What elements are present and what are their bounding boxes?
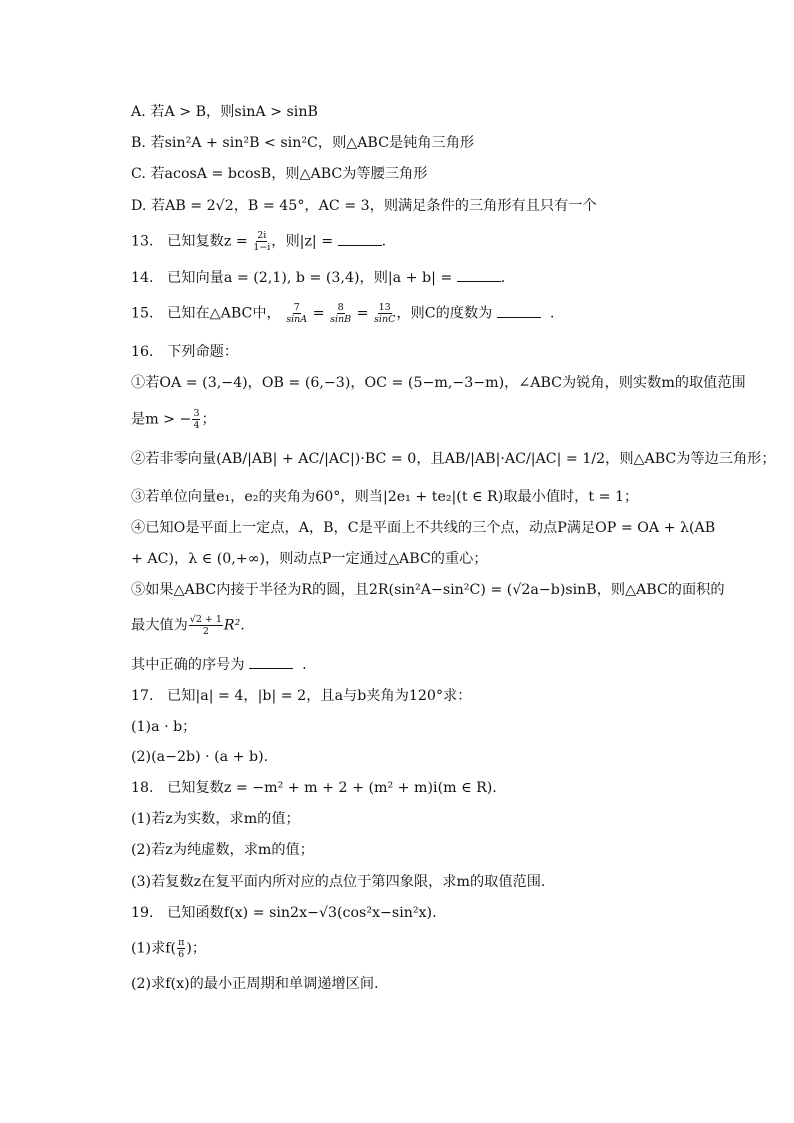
fraction: $\frac{3}{4}$	[193, 408, 200, 431]
q18-part-3: (3)若复数z在复平面内所对应的点位于第四象限，求m的取值范围.	[131, 874, 546, 890]
answer-blank[interactable]	[249, 654, 293, 669]
fraction: $\frac{8}{\sin B}$	[330, 302, 352, 325]
fraction: $\frac{2i}{1-i}$	[253, 230, 271, 253]
fraction: $\frac{13}{\sin C}$	[374, 302, 396, 325]
q19-part-1: (1)求f( $\frac{\pi}{6}$ )；	[131, 937, 207, 960]
q16-proposition-5-line1: ⑤如果△ABC内接于半径为R的圆，且2R(sin²A−sin²C) = (√2a−b)sinB，则△ABC的面积的	[131, 582, 725, 598]
question-text: 已知复数z = −m² + m + 2 + (m² + m)i(m ∈ R).	[167, 780, 497, 796]
question-number: 16.	[131, 344, 154, 360]
question-text: ，则C的度数为	[396, 305, 493, 322]
period: .	[500, 270, 506, 286]
q16-proposition-4-line2: + AC)，λ ∈ (0,+∞)，则动点P一定通过△ABC的重心；	[131, 551, 488, 567]
question-19	[131, 903, 437, 923]
q16-proposition-2: ②若非零向量(AB/|AB| + AC/|AC|)·BC = 0，且AB/|AB|·AC/|AC| = 1/2，则△ABC为等边三角形；	[131, 451, 776, 467]
fraction: $\frac{\pi}{6}$	[178, 937, 185, 960]
q18-part-2: (2)若z为纯虚数，求m的值；	[131, 842, 314, 858]
fraction: $\frac{7}{\sin A}$	[286, 302, 308, 325]
q16-proposition-5-line2: 最大值为 $\frac{√2 + 1}{2}$ R².	[131, 614, 245, 637]
q12-option-c: C. 若acosA = bcosB，则△ABC为等腰三角形	[131, 166, 428, 182]
q12-option-a: A. 若A > B，则sinA > sinB	[131, 104, 318, 120]
question-number: 19.	[131, 905, 154, 921]
question-text: 已知复数z =	[167, 233, 248, 250]
question-number: 14.	[131, 270, 154, 286]
q16-answer-line: 其中正确的序号为 .	[131, 654, 307, 675]
q12-option-b: B. 若sin²A + sin²B < sin²C，则△ABC是钝角三角形	[131, 135, 475, 151]
answer-blank[interactable]	[497, 303, 541, 318]
question-number: 15.	[131, 305, 154, 322]
q16-proposition-3: ③若单位向量e₁，e₂的夹角为60°，则当|2e₁ + te₂|(t ∈ R)取最小值时，t = 1；	[131, 489, 639, 505]
question-text: 已知向量a = (2,1), b = (3,4)，则|a + b| =	[167, 270, 453, 286]
period: .	[549, 305, 555, 322]
q17-part-1: (1)a · b；	[131, 719, 197, 735]
question-13	[131, 230, 386, 253]
q17-part-2: (2)(a−2b) · (a + b).	[131, 749, 269, 765]
question-number: 13.	[131, 233, 154, 250]
q16-proposition-4-line1: ④已知O是平面上一定点，A，B，C是平面上不共线的三个点，动点P满足OP = OA + λ(AB	[131, 520, 716, 536]
q19-part-2: (2)求f(x)的最小正周期和单调递增区间.	[131, 976, 379, 992]
question-text: 已知|a| = 4，|b| = 2，且a与b夹角为120°求：	[167, 688, 472, 704]
question-14	[131, 267, 505, 288]
q12-option-d: D. 若AB = 2√2，B = 45°，AC = 3，则满足条件的三角形有且只有一个	[131, 198, 597, 214]
q18-part-1: (1)若z为实数，求m的值；	[131, 811, 300, 827]
question-number: 17.	[131, 688, 154, 704]
question-text: 已知在△ABC中，	[167, 305, 281, 322]
question-number: 18.	[131, 780, 154, 796]
question-text: 已知函数f(x) = sin2x−√3(cos²x−sin²x).	[167, 905, 437, 921]
question-18	[131, 778, 497, 798]
question-15: 15. 已知在△ABC中， $\frac{7}{\sin A}$ = $\frac{8}{\sin B}$ = $\frac{13}{\sin C}$ ，则C的度数为 .	[131, 302, 555, 325]
answer-blank[interactable]	[457, 267, 501, 282]
question-17	[131, 686, 471, 706]
q16-proposition-1-line2: 是m > − $\frac{3}{4}$ ；	[131, 408, 216, 431]
answer-blank[interactable]	[338, 231, 382, 246]
fraction: $\frac{√2 + 1}{2}$	[189, 614, 222, 637]
question-text: ，则|z| =	[271, 233, 334, 250]
period: .	[381, 233, 387, 250]
question-16-title	[131, 342, 238, 362]
question-text: 下列命题：	[167, 344, 239, 360]
q16-proposition-1-line1: ①若OA = (3,−4)，OB = (6,−3)，OC = (5−m,−3−m)，∠ABC为锐角，则实数m的取值范围	[131, 375, 746, 391]
